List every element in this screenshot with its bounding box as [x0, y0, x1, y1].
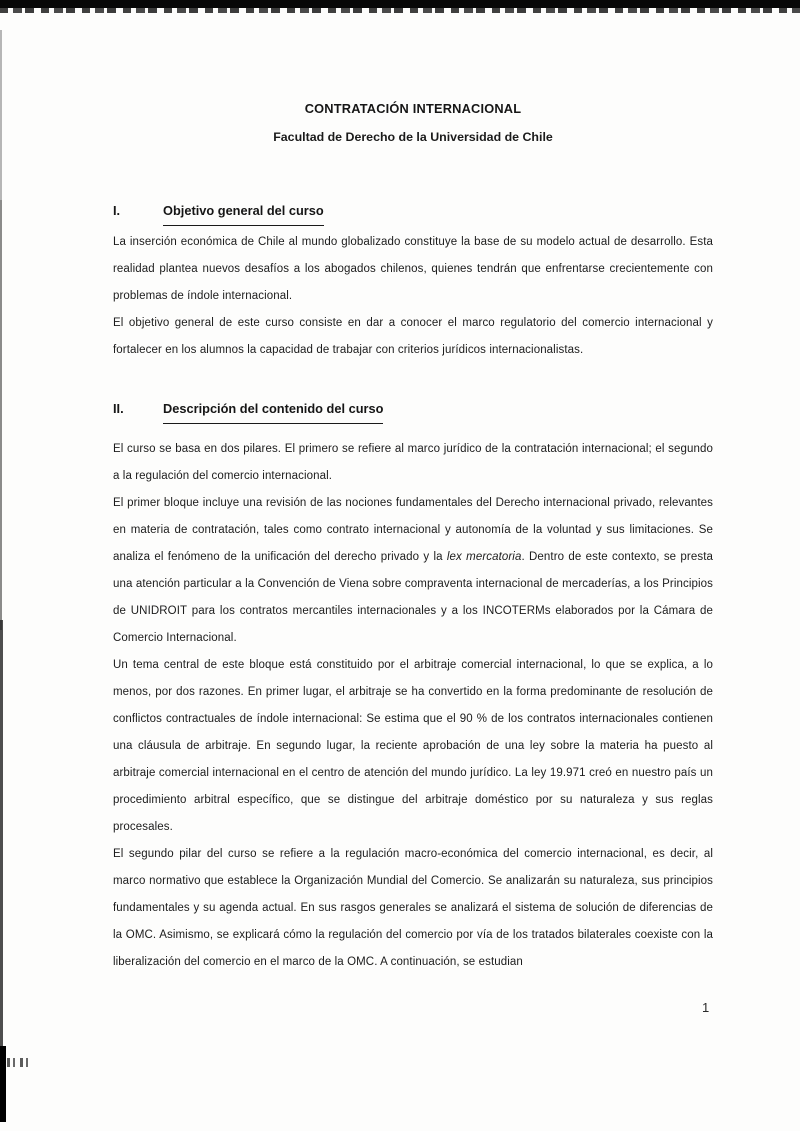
paragraph-text: El segundo pilar del curso se refiere a la regulación macro-económica del comercio internacional, es decir, al marco normativo que establece la Organización Mundial del Comercio. Se analizarán su naturaleza, sus principios fundamentales y su agenda actual. En sus rasgos generales se analizará el sistema de solución de diferencias de la OMC. Asimismo, se explicará cómo la regulación del comercio por vía de los tratados bilaterales coexiste con la liberalización del comercio en el marco de la OMC. A continuación, se estudian	[113, 848, 713, 968]
paragraph	[113, 229, 713, 310]
document-subtitle: Facultad de Derecho de la Universidad de Chile	[273, 130, 553, 144]
paragraph	[113, 841, 713, 976]
paragraph-text: El primer bloque incluye una revisión de las nociones fundamentales del Derecho internacional privado, relevantes en materia de contratación, tales como contrato internacional y autonomía de la voluntad y sus limitaciones. Se analiza el fenómeno de la unificación del derecho privado y la	[113, 497, 713, 563]
scan-artifact-bottom-left-bar	[0, 1046, 6, 1122]
paragraph	[113, 652, 713, 841]
paragraph-text: La inserción económica de Chile al mundo globalizado constituye la base de su modelo actual de desarrollo. Esta realidad plantea nuevos desafíos a los abogados chilenos, quienes tendrán que enfrentarse crecientemente con problemas de índole internacional.	[113, 236, 713, 302]
page-number: 1	[702, 1000, 710, 1015]
scan-artifact-left-line-faint	[0, 30, 2, 200]
section-2-body	[113, 436, 713, 976]
section-1-body	[113, 229, 713, 364]
paragraph-text: Un tema central de este bloque está constituido por el arbitraje comercial internacional, lo que se explica, a lo menos, por dos razones. En primer lugar, el arbitraje se ha convertido en la forma predominante de resolución de conflictos contractuales de índole internacional: Se estima que el 90 % de los contratos internacionales contienen una cláusula de arbitraje. En segundo lugar, la reciente aprobación de una ley sobre la materia ha puesto al arbitraje comercial internacional en el centro de atención del mundo jurídico. La ley 19.971 creó en nuestro país un procedimiento arbitral específico, que se distingue del arbitraje doméstico por su naturaleza y sus reglas procesales.	[113, 659, 713, 833]
paragraph-text: . Dentro de este contexto, se presta una atención particular a la Convención de Viena sobre compraventa internacional de mercaderías, a los Principios de UNIDROIT para los contratos mercantiles internacionales y a los INCOTERMs elaborados por la Cámara de Comercio Internacional.	[113, 551, 713, 644]
scan-artifact-top-edge	[0, 0, 800, 8]
section-2-numeral: II.	[113, 401, 124, 416]
section-1-numeral: I.	[113, 203, 121, 218]
paragraph	[113, 490, 713, 652]
document-title: CONTRATACIÓN INTERNACIONAL	[304, 101, 522, 116]
paragraph-text: El curso se basa en dos pilares. El primero se refiere al marco jurídico de la contratación internacional; el segundo a la regulación del comercio internacional.	[113, 443, 713, 482]
section-2-heading	[113, 395, 713, 424]
scan-artifact-left-line-mid	[0, 200, 2, 630]
paragraph	[113, 436, 713, 490]
scan-artifact-bottom-speckles	[7, 1058, 33, 1067]
document-header	[113, 94, 713, 152]
scan-artifact-left-line-dark	[0, 620, 3, 1050]
section-1-title: Objetivo general del curso	[163, 197, 324, 226]
section-2-title: Descripción del contenido del curso	[163, 395, 383, 424]
paragraph-text: El objetivo general de este curso consiste en dar a conocer el marco regulatorio del comercio internacional y fortalecer en los alumnos la capacidad de trabajar con criterios jurídicos internacionalistas.	[113, 317, 713, 356]
section-1-heading	[113, 197, 713, 226]
scan-artifact-top-ragged-edge	[0, 8, 800, 13]
latin-term-italic: lex mercatoria	[446, 551, 522, 563]
paragraph	[113, 310, 713, 364]
